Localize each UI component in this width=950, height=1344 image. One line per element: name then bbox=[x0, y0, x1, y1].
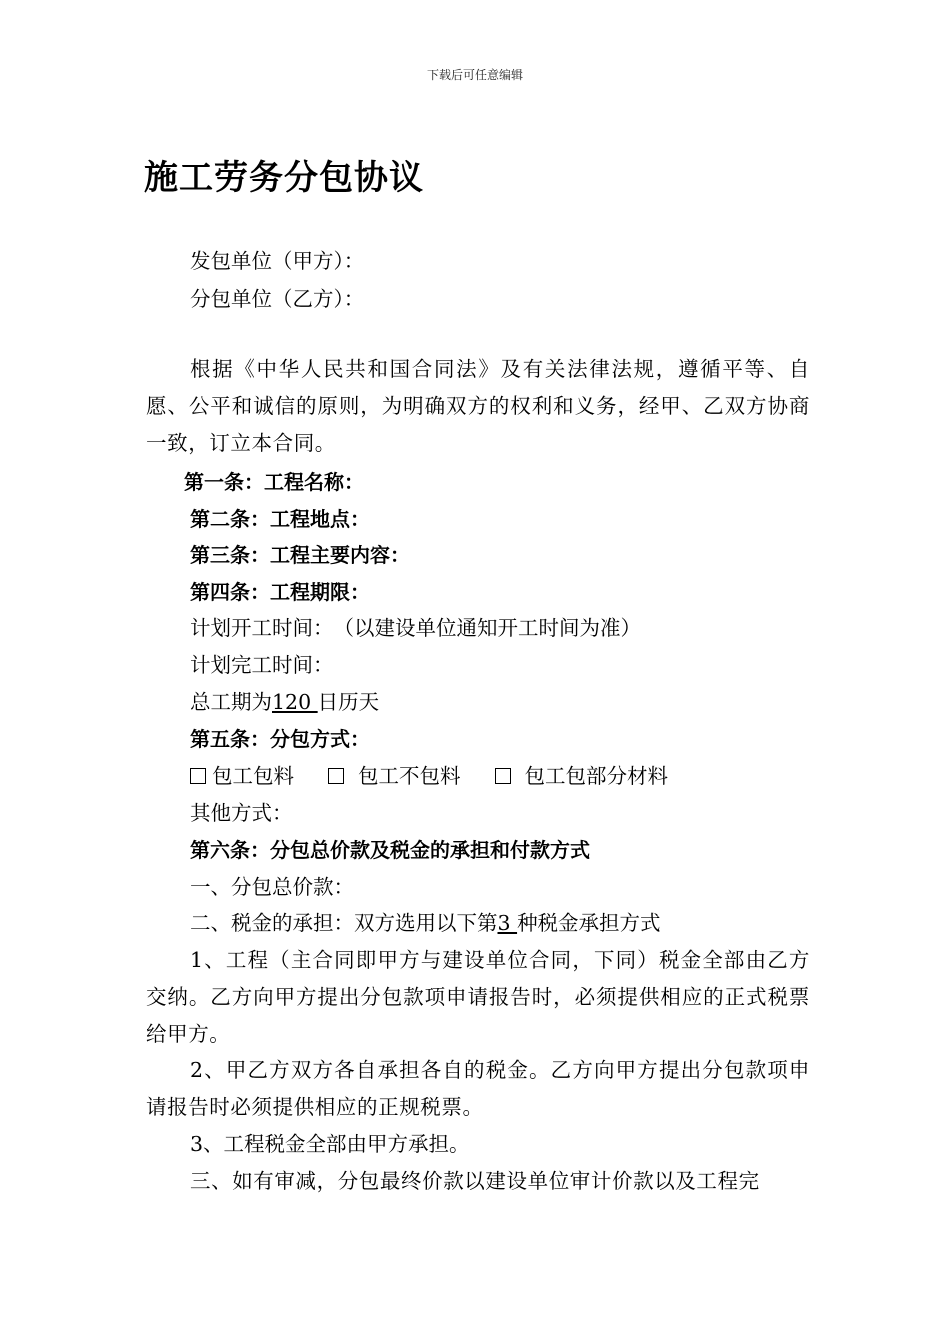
page-header: 下载后可任意编辑 bbox=[426, 68, 523, 82]
article-4-heading: 第四条：工程期限： bbox=[190, 580, 370, 604]
planned-start-line: 计划开工时间： （以建设单位通知开工时间为准） bbox=[190, 616, 641, 640]
total-duration-line bbox=[190, 684, 379, 720]
total-duration-suffix: 日历天 bbox=[317, 690, 380, 714]
article-2-heading: 第二条：工程地点： bbox=[190, 507, 370, 531]
checkbox-icon bbox=[190, 768, 206, 784]
audit-clause-line: 三、如有审减，分包最终价款以建设单位审计价款以及工程完 bbox=[190, 1169, 760, 1193]
tax-method-prefix: 二、税金的承担：双方选用以下第 bbox=[190, 911, 498, 935]
article-5-heading: 第五条：分包方式： bbox=[190, 727, 370, 751]
checkbox-icon bbox=[495, 768, 511, 784]
total-duration-value: 120 bbox=[272, 690, 318, 714]
article-6-heading: 第六条：分包总价款及税金的承担和付款方式 bbox=[190, 838, 590, 862]
tax-method-line bbox=[190, 905, 661, 941]
document-title: 施工劳务分包协议 bbox=[144, 158, 424, 198]
tax-option-1: 1、工程（主合同即甲方与建设单位合同，下同）税金全部由乙方交纳。乙方向甲方提出分包款项申请报告时，必须提供相应的正式税票给甲方。 bbox=[146, 948, 810, 1046]
tax-option-2: 2、甲乙方双方各自承担各自的税金。乙方向甲方提出分包款项申请报告时必须提供相应的正规税票。 bbox=[146, 1058, 810, 1119]
tax-method-suffix: 种税金承担方式 bbox=[517, 911, 661, 935]
option-labor-and-material[interactable] bbox=[190, 758, 294, 794]
total-price-line: 一、分包总价款： bbox=[190, 875, 354, 899]
other-method-line: 其他方式： bbox=[190, 801, 293, 825]
option-labor-only[interactable] bbox=[328, 758, 461, 794]
article-3-heading: 第三条：工程主要内容： bbox=[190, 543, 410, 567]
tax-option-3: 3、工程税金全部由甲方承担。 bbox=[190, 1132, 470, 1156]
tax-method-value: 3 bbox=[497, 911, 518, 935]
preamble-paragraph: 根据《中华人民共和国合同法》及有关法律法规，遵循平等、自愿、公平和诚信的原则，为明确双方的权利和义务，经甲、乙双方协商一致，订立本合同。 bbox=[146, 357, 810, 455]
total-duration-prefix: 总工期为 bbox=[190, 690, 272, 714]
party-b-line: 分包单位（乙方）： bbox=[190, 287, 365, 311]
planned-end-line: 计划完工时间： bbox=[190, 653, 334, 677]
option-label: 包工不包料 bbox=[358, 764, 461, 788]
party-a-line: 发包单位（甲方）： bbox=[190, 249, 365, 273]
option-labor-partial-material[interactable] bbox=[495, 758, 669, 794]
article-1-heading: 第一条：工程名称： bbox=[184, 470, 364, 494]
checkbox-icon bbox=[328, 768, 344, 784]
option-label: 包工包料 bbox=[212, 764, 294, 788]
option-label: 包工包部分材料 bbox=[524, 764, 668, 788]
subcontract-options bbox=[190, 758, 702, 794]
